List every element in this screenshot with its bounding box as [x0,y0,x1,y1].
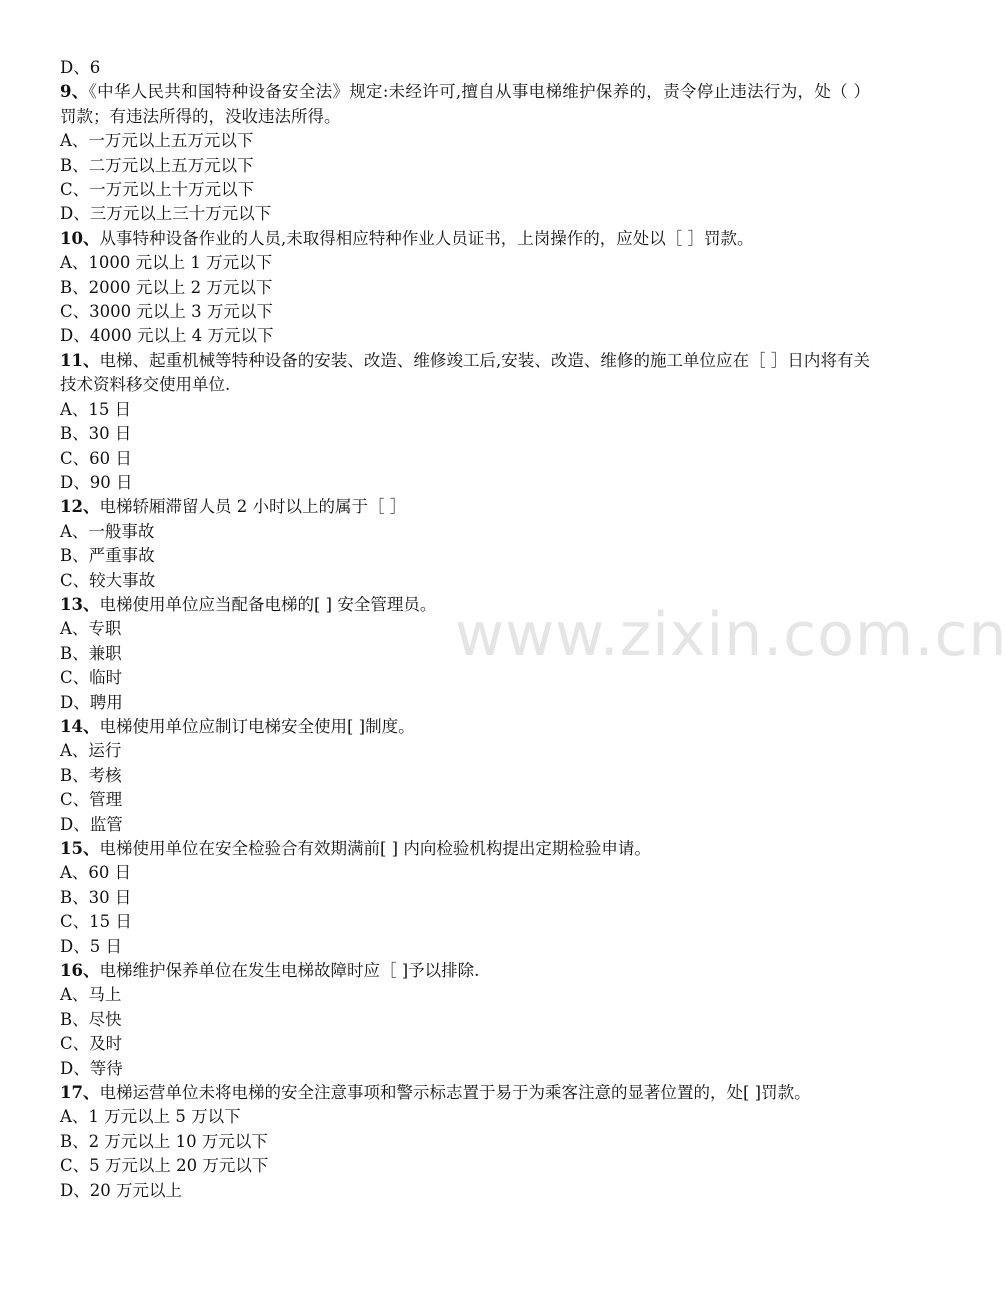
answer-option: D、5 日 [60,936,122,956]
question-text [60,80,870,129]
question-stem: 电梯使用单位应制订电梯安全使用[ ]制度。 [99,716,415,736]
answer-option: B、兼职 [60,643,122,663]
answer-option: C、3000 元以上 3 万元以下 [60,302,273,322]
answer-option: B、严重事故 [60,546,155,566]
answer-option: A、马上 [60,985,122,1005]
question-stem: 电梯运营单位未将电梯的安全注意事项和警示标志置于易于为乘客注意的显著位置的，处[ ]罚款。 [99,1083,811,1103]
answer-option: C、60 日 [60,448,132,468]
answer-option: B、2000 元以上 2 万元以下 [60,277,273,297]
question-stem: 电梯、起重机械等特种设备的安装、改造、维修竣工后,安装、改造、维修的施工单位应在［ ］日内将有关技术资料移交使用单位. [60,350,870,395]
question-number: 15、 [60,839,100,858]
answer-option: D、20 万元以上 [60,1180,182,1200]
answer-option: C、及时 [60,1034,123,1054]
answer-option: C、5 万元以上 20 万元以下 [60,1156,269,1176]
question-number: 11、 [60,350,100,370]
question-stem: 电梯使用单位在安全检验合有效期满前[ ] 内向检验机构提出定期检验申请。 [99,839,651,858]
answer-option: C、管理 [60,790,123,810]
question-text [60,593,870,617]
answer-option: A、1 万元以上 5 万以下 [60,1107,241,1127]
answer-option: A、一万元以上五万元以下 [60,131,254,151]
question-text [60,1081,870,1105]
answer-option: A、一般事故 [60,521,155,541]
question-stem: 从事特种设备作业的人员,未取得相应特种作业人员证书，上岗操作的，应处以［ ］罚款。 [99,228,754,248]
answer-option: B、二万元以上五万元以下 [60,155,254,175]
question-stem: 《中华人民共和国特种设备安全法》规定:未经许可,擅自从事电梯维护保养的，责令停止违法行为，处（ ）罚款；有违法所得的，没收违法所得。 [60,82,870,126]
answer-option: D、4000 元以上 4 万元以下 [60,326,274,346]
question-number: 16、 [60,961,100,981]
question-number: 17、 [60,1083,100,1103]
question-text [60,959,870,983]
answer-option: A、1000 元以上 1 万元以下 [60,253,273,273]
question-number: 13、 [60,594,100,614]
answer-option: D、三万元以上三十万元以下 [60,204,272,224]
answer-option: B、30 日 [60,424,132,444]
answer-option: A、运行 [60,741,122,761]
question-text [60,495,870,519]
answer-option: A、专职 [60,619,122,639]
document-body [60,56,870,1203]
answer-option: C、临时 [60,668,123,688]
question-text [60,715,870,739]
answer-option: A、15 日 [60,399,132,419]
answer-option: B、2 万元以上 10 万元以下 [60,1131,268,1151]
answer-option: B、尽快 [60,1009,122,1029]
question-number: 10、 [60,228,100,248]
answer-option: A、60 日 [60,863,132,883]
question-number: 9、 [60,82,89,102]
answer-option: B、考核 [60,765,122,785]
question-text [60,349,870,398]
answer-option: D、90 日 [60,472,133,492]
answer-option: C、一万元以上十万元以下 [60,180,255,200]
watermark: www.zixin.com.cn [455,600,1007,670]
answer-option: B、30 日 [60,887,132,907]
question-stem: 电梯维护保养单位在发生电梯故障时应［ ]予以排除. [99,961,480,981]
question-stem: 电梯轿厢滞留人员 2 小时以上的属于［ ］ [99,497,407,517]
question-text [60,837,870,861]
answer-option: D、聘用 [60,692,123,712]
question-text [60,227,870,251]
question-stem: 电梯使用单位应当配备电梯的[ ] 安全管理员。 [99,594,437,614]
answer-option: D、6 [60,58,101,77]
answer-option: D、等待 [60,1058,123,1078]
answer-option: C、15 日 [60,912,132,932]
question-number: 12、 [60,497,100,517]
question-number: 14、 [60,716,100,736]
answer-option: C、较大事故 [60,570,156,590]
answer-option: D、监管 [60,814,123,834]
